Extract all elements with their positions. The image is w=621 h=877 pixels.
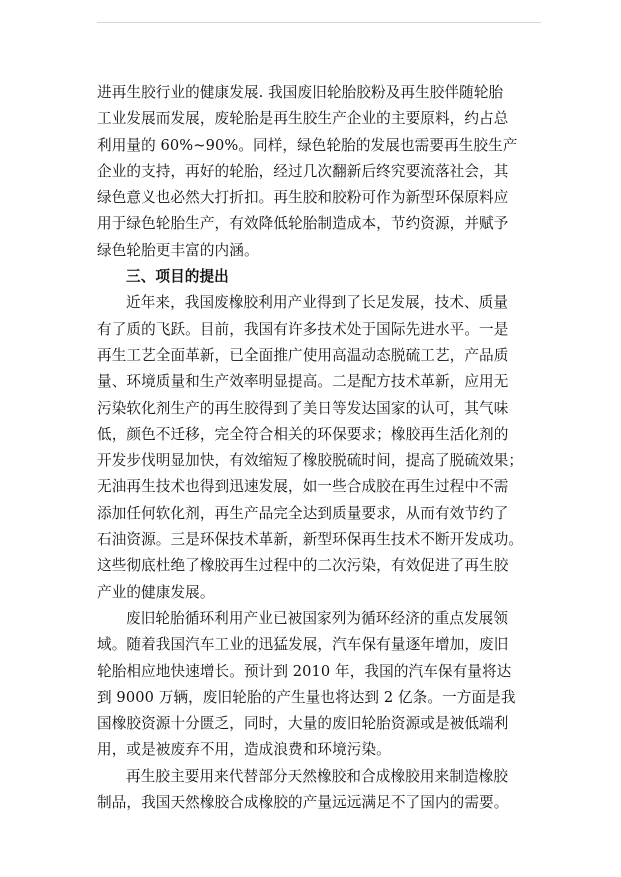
text-line: 石油资源。三是环保技术革新，新型环保再生技术不断开发成功。 [97, 531, 524, 549]
text-line: 再生胶主要用来代替部分天然橡胶和合成橡胶用来制造橡胶 [126, 767, 509, 785]
text-line: 轮胎相应地快速增长。预计到 2010 年，我国的汽车保有量将达 [97, 662, 512, 680]
text-line: 工业发展而发展，废轮胎是再生胶生产企业的主要原料，约占总 [97, 110, 509, 128]
text-line: 开发步伐明显加快，有效缩短了橡胶脱硫时间，提高了脱硫效果； [97, 452, 524, 470]
text-line: 量、环境质量和生产效率明显提高。二是配方技术革新，应用无 [97, 373, 509, 391]
text-line: 到 9000 万辆，废旧轮胎的产生量也将达到 2 亿条。一方面是我 [97, 688, 516, 706]
section-heading: 三、项目的提出 [126, 268, 229, 286]
text-line: 绿色意义也必然大打折扣。再生胶和胶粉可作为新型环保原料应 [97, 189, 509, 207]
text-line: 近年来，我国废橡胶利用产业得到了长足发展，技术、质量 [126, 294, 509, 312]
text-line: 域。随着我国汽车工业的迅猛发展，汽车保有量逐年增加，废旧 [97, 636, 509, 654]
text-line: 添加任何软化剂，再生产品完全达到质量要求，从而有效节约了 [97, 504, 509, 522]
text-line: 无油再生技术也得到迅速发展，如一些合成胶在再生过程中不需 [97, 478, 509, 496]
text-line: 低，颜色不迁移，完全符合相关的环保要求；橡胶再生活化剂的 [97, 425, 509, 443]
header-rule [97, 22, 541, 23]
text-line: 再生工艺全面革新，已全面推广使用高温动态脱硫工艺，产品质 [97, 346, 509, 364]
text-line: 废旧轮胎循环利用产业已被国家列为循环经济的重点发展领 [126, 609, 509, 627]
text-line: 进再生胶行业的健康发展. 我国废旧轮胎胶粉及再生胶伴随轮胎 [97, 84, 504, 101]
text-line: 有了质的飞跃。目前，我国有许多技术处于国际先进水平。一是 [97, 320, 509, 338]
text-line: 企业的支持，再好的轮胎，经过几次翻新后终究要流落社会，其 [97, 162, 509, 180]
text-line: 国橡胶资源十分匮乏，同时，大量的废旧轮胎资源或是被低端利 [97, 715, 509, 733]
document-body [97, 80, 547, 816]
text-line: 这些彻底杜绝了橡胶再生过程中的二次污染，有效促进了再生胶 [97, 557, 509, 575]
text-line: 制品，我国天然橡胶合成橡胶的产量远远满足不了国内的需要。 [97, 794, 509, 812]
text-line: 利用量的 60%~90%。同样，绿色轮胎的发展也需要再生胶生产 [97, 136, 518, 154]
text-line: 绿色轮胎更丰富的内涵。 [97, 241, 259, 259]
text-line: 用，或是被废弃不用，造成浪费和环境污染。 [97, 741, 391, 759]
text-line: 用于绿色轮胎生产，有效降低轮胎制造成本，节约资源，并赋予 [97, 215, 509, 233]
text-line: 产业的健康发展。 [97, 583, 215, 601]
text-line: 污染软化剂生产的再生胶得到了美日等发达国家的认可，其气味 [97, 399, 509, 417]
